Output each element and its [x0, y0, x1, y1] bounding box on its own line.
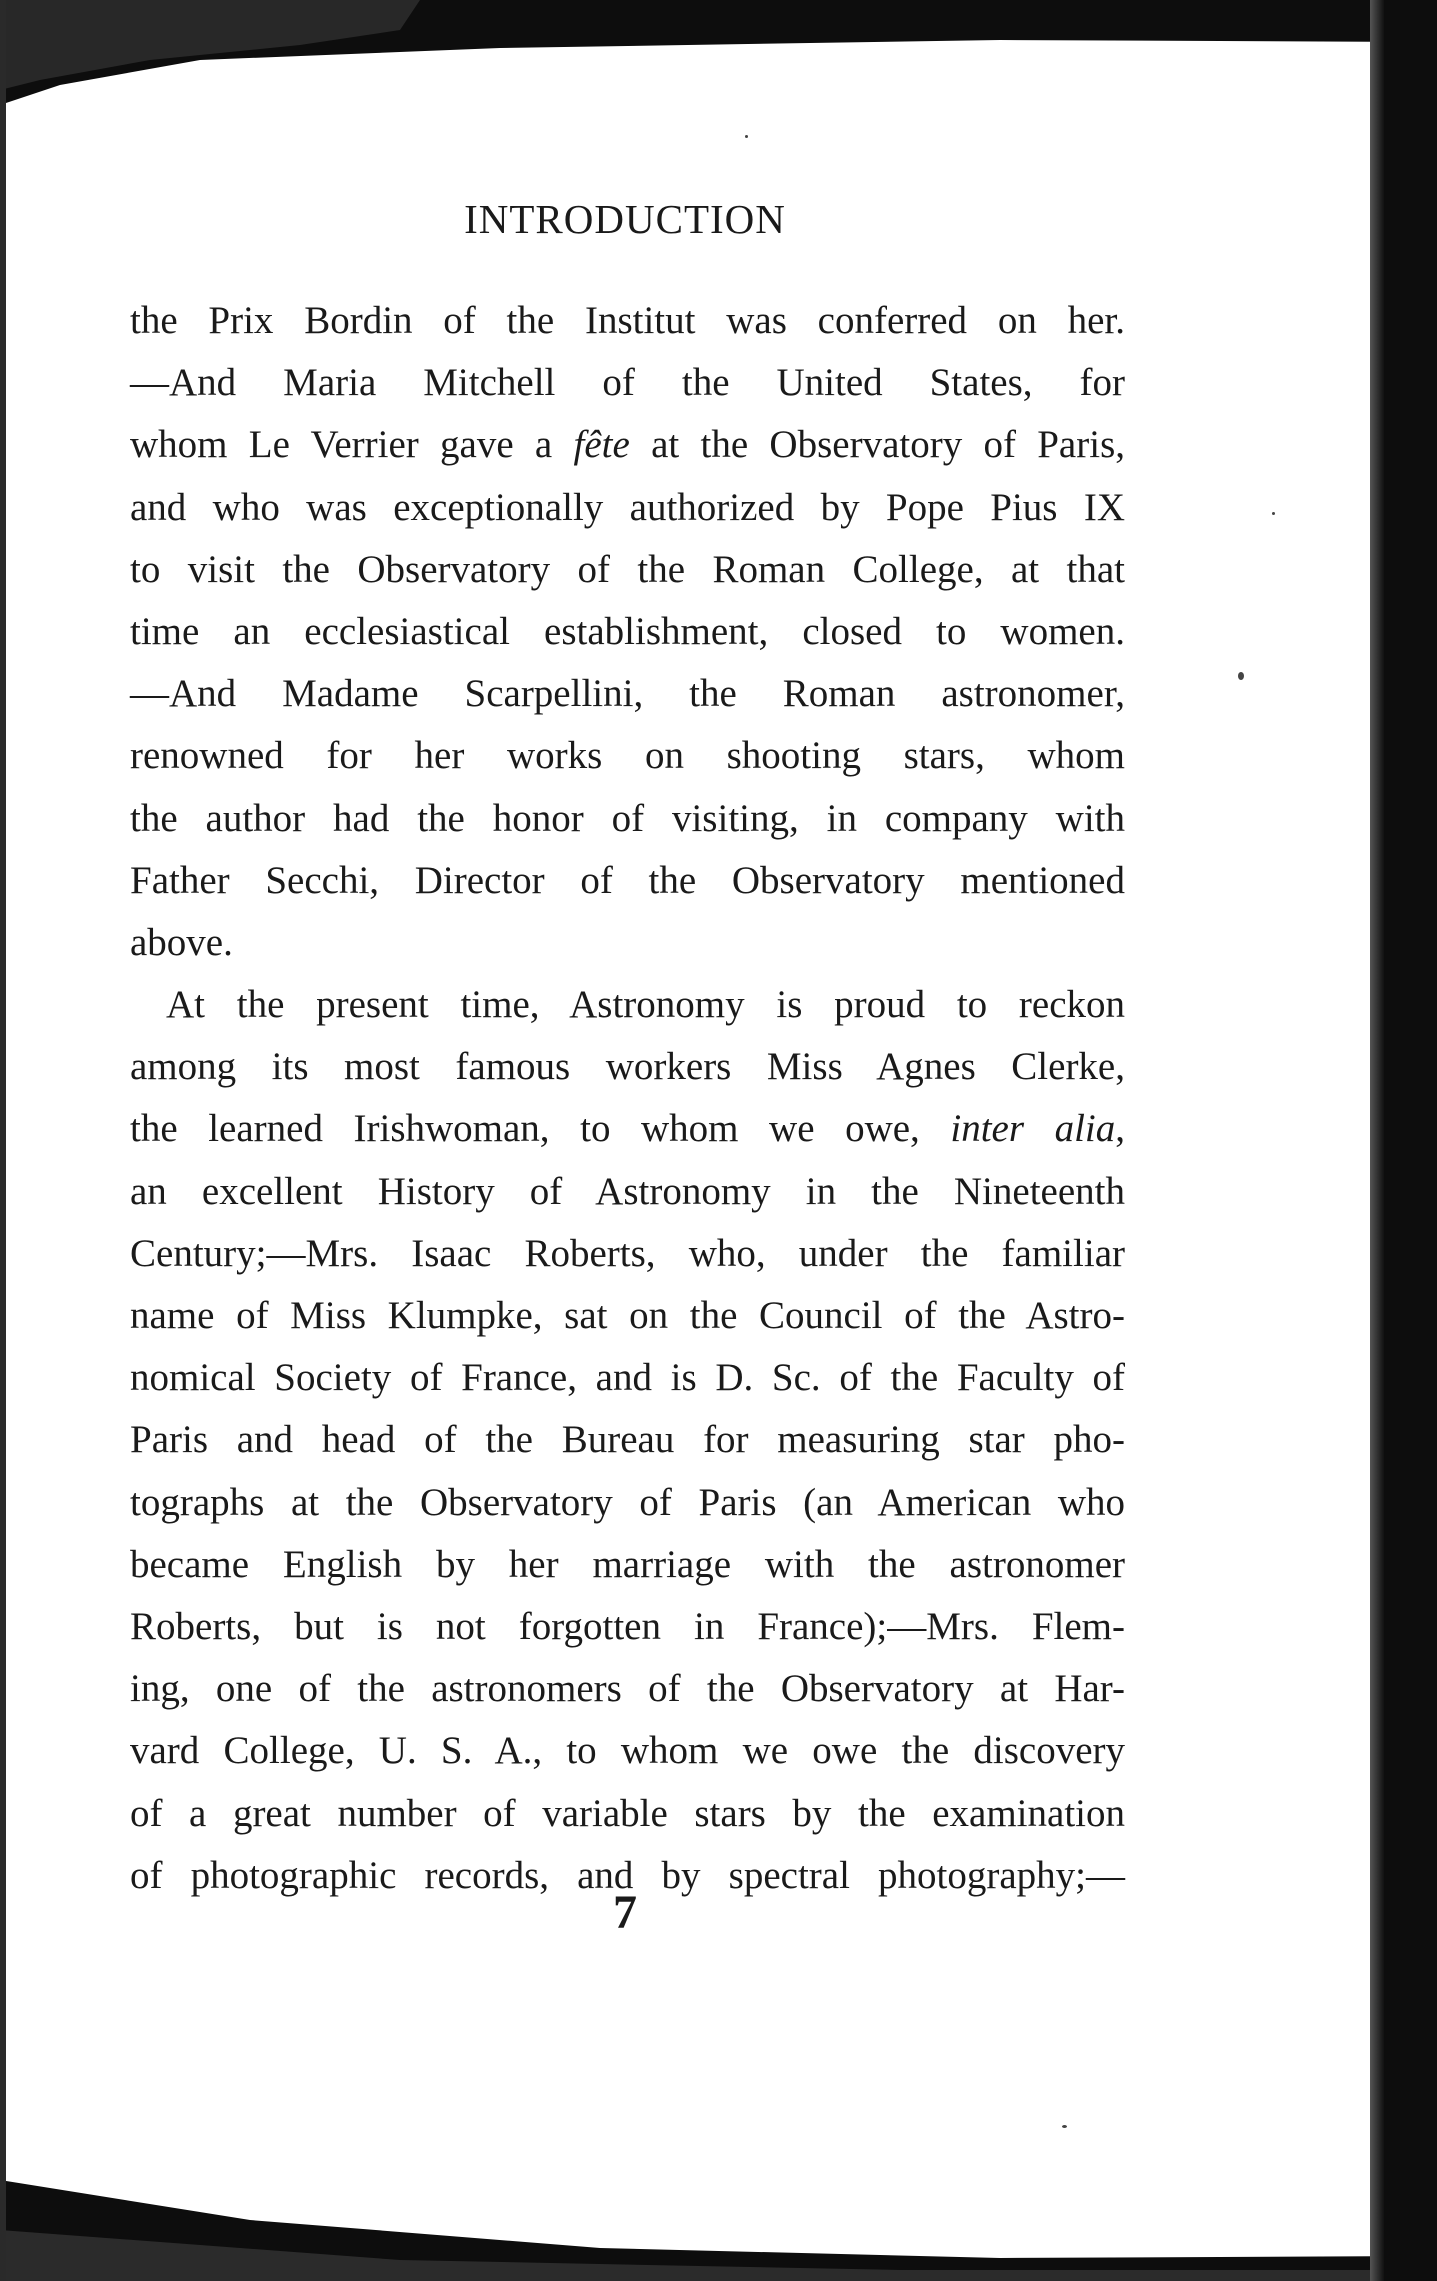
running-title: INTRODUCTION	[464, 196, 786, 242]
page-number: 7	[613, 1886, 637, 1939]
italic-term: fête	[573, 423, 630, 467]
text-line: above.	[130, 920, 233, 964]
text-line: renowned for her works on shooting stars, whom	[130, 734, 1125, 778]
text-line: vard College, U. S. A., to whom we owe the discovery	[130, 1729, 1125, 1773]
text-line: became English by her marriage with the astronomer	[130, 1542, 1125, 1586]
text-line: name of Miss Klumpke, sat on the Council of the Astro-	[130, 1294, 1125, 1337]
text-line: Roberts, but is not forgotten in France);—Mrs. Flem-	[130, 1604, 1125, 1648]
scan-speck	[1062, 2125, 1067, 2128]
text-line: Father Secchi, Director of the Observatory mentioned	[130, 858, 1125, 902]
text-line: —And Maria Mitchell of the United States, for	[130, 361, 1125, 405]
text-line: an excellent History of Astronomy in the Nineteenth	[130, 1169, 1125, 1213]
text-line	[130, 1098, 1125, 1160]
text-line: of photographic records, and by spectral photography;—	[130, 1853, 1125, 1897]
text-line: among its most famous workers Miss Agnes Clerke,	[130, 1045, 1125, 1089]
body-text	[130, 290, 1125, 1907]
scan-speck	[745, 135, 748, 138]
paragraph-1	[130, 290, 1125, 974]
text-line: to visit the Observatory of the Roman College, at that	[130, 547, 1125, 591]
text-line: of a great number of variable stars by the examination	[130, 1791, 1125, 1835]
text-line: tographs at the Observatory of Paris (an American who	[130, 1480, 1125, 1524]
text-line: nomical Society of France, and is D. Sc. of the Faculty of	[130, 1356, 1125, 1400]
text-line: the Prix Bordin of the Institut was conferred on her.	[130, 299, 1125, 342]
text-line: Century;—Mrs. Isaac Roberts, who, under the familiar	[130, 1231, 1125, 1275]
text-line: —And Madame Scarpellini, the Roman astronomer,	[130, 672, 1125, 716]
text-run: the learned Irishwoman, to whom we owe,	[130, 1107, 951, 1151]
text-line: ing, one of the astronomers of the Observatory at Har-	[130, 1667, 1125, 1711]
text-run: whom Le Verrier gave a	[130, 423, 574, 467]
text-line	[130, 414, 1125, 476]
text-line: At the present time, Astronomy is proud to reckon	[166, 983, 1125, 1027]
scan-speck	[1272, 512, 1275, 515]
text-line: and who was exceptionally authorized by Pope Pius IX	[130, 485, 1125, 529]
scan-speck	[1238, 672, 1244, 680]
text-line: the author had the honor of visiting, in company with	[130, 796, 1125, 840]
text-run: ,	[1115, 1107, 1125, 1151]
paragraph-2	[130, 974, 1125, 1907]
text-line: Paris and head of the Bureau for measuring star pho-	[130, 1418, 1125, 1462]
text-line: time an ecclesiastical establishment, closed to women.	[130, 609, 1125, 653]
italic-term: inter alia	[950, 1107, 1116, 1151]
text-run: at the Observatory of Paris,	[629, 423, 1125, 467]
